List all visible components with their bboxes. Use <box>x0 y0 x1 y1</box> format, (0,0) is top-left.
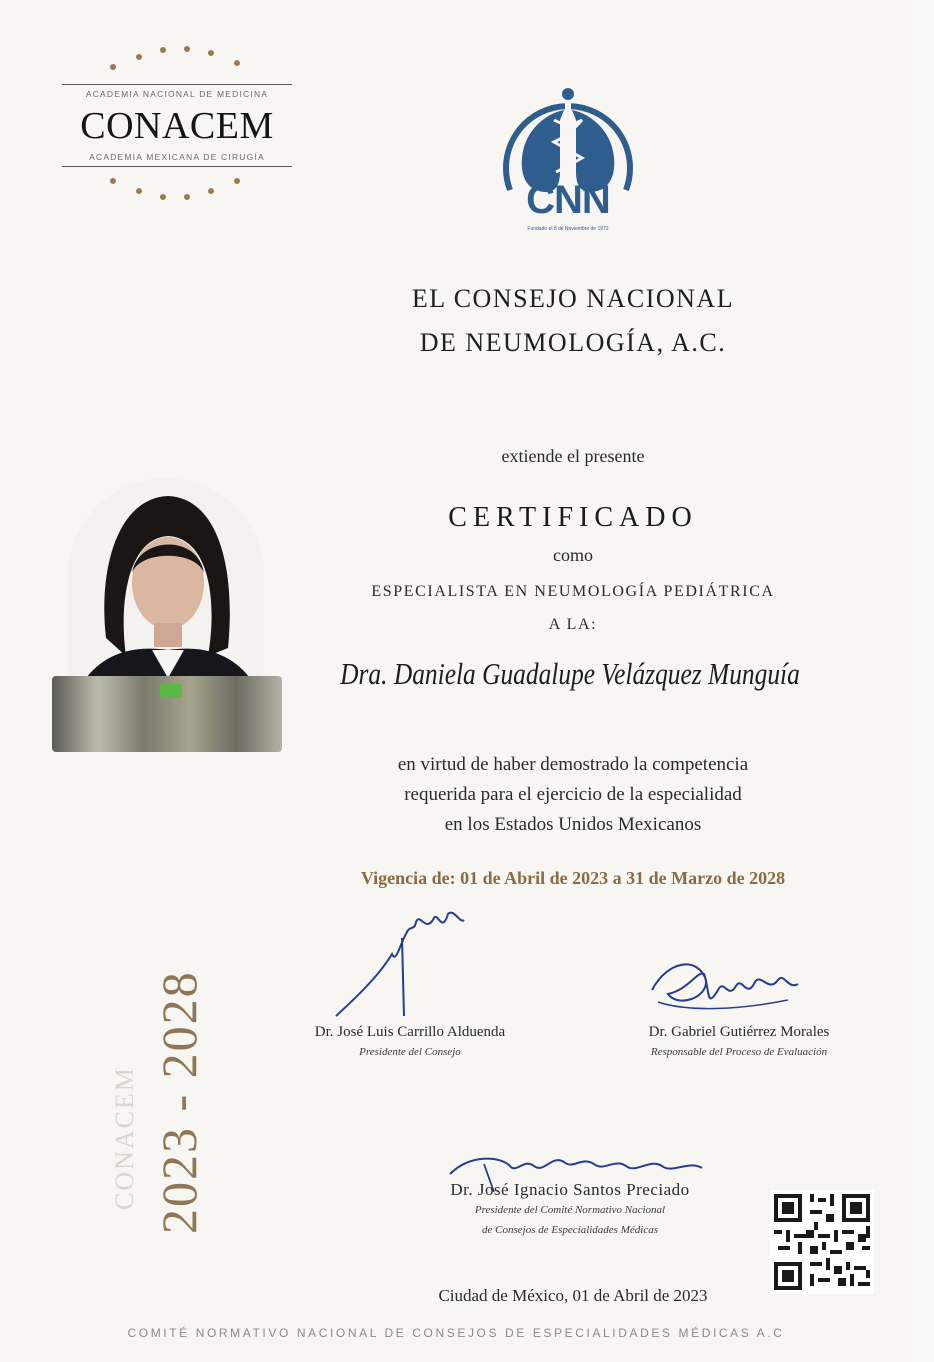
recipient-name: Dra. Daniela Guadalupe Velázquez Munguía <box>340 656 800 691</box>
logo-dot <box>208 50 214 56</box>
signature-left <box>330 904 470 1024</box>
conacem-top-text: ACADEMIA NACIONAL DE MEDICINA <box>85 89 269 99</box>
como-text: como <box>553 545 593 565</box>
signature-bottom-role-2: de Consejos de Especialidades Médicas <box>482 1224 658 1236</box>
hologram-seal <box>52 676 282 752</box>
certificado-title: CERTIFICADO <box>448 502 698 533</box>
signature-bottom-role-1: Presidente del Comité Normativo Nacional <box>474 1204 666 1216</box>
conacem-name: CONACEM <box>80 105 274 147</box>
logo-dot <box>184 46 190 52</box>
signature-left-name: Dr. José Luis Carrillo Alduenda <box>314 1024 506 1040</box>
page-edge <box>912 0 934 1362</box>
logo-rule <box>62 84 292 85</box>
hologram-green-mark <box>160 684 182 698</box>
place-date: Ciudad de México, 01 de Abril de 2023 <box>438 1286 708 1305</box>
logo-dot <box>110 178 116 184</box>
cnn-founded: Fundado el 8 de Noviembre de 1972 <box>527 226 609 232</box>
heading-line-2: DE NEUMOLOGÍA, A.C. <box>419 328 727 357</box>
a-la-text: A LA: <box>548 616 598 633</box>
signature-right <box>648 950 808 1030</box>
logo-dot <box>136 54 142 60</box>
body-line-3: en los Estados Unidos Mexicanos <box>444 814 702 835</box>
signature-left-role: Presidente del Consejo <box>359 1046 461 1058</box>
signature-right-role: Responsable del Proceso de Evaluación <box>650 1046 828 1058</box>
footer-text: COMITÉ NORMATIVO NACIONAL DE CONSEJOS DE ESPECIALIDADES MÉDICAS A.C <box>127 1326 785 1340</box>
heading-line-1: EL CONSEJO NACIONAL <box>411 284 735 313</box>
extiende-text: extiende el presente <box>501 446 645 466</box>
watermark-text: CONACEM <box>110 1065 139 1210</box>
logo-rule <box>62 166 292 167</box>
logo-dot <box>160 47 166 53</box>
logo-dot <box>208 188 214 194</box>
logo-dot <box>110 64 116 70</box>
conacem-bottom-text: ACADEMIA MEXICANA DE CIRUGÍA <box>89 152 265 162</box>
vigencia-text: Vigencia de: 01 de Abril de 2023 a 31 de Marzo de 2028 <box>360 868 786 888</box>
logo-dot <box>234 178 240 184</box>
qr-code[interactable] <box>770 1190 874 1294</box>
years-vertical: 2023 - 2028 <box>151 970 207 1234</box>
body-line-1: en virtud de haber demostrado la competencia <box>397 754 749 775</box>
signature-right-name: Dr. Gabriel Gutiérrez Morales <box>648 1024 830 1040</box>
cnn-logo <box>494 80 642 240</box>
logo-dot <box>184 194 190 200</box>
signature-bottom-name: Dr. José Ignacio Santos Preciado <box>450 1180 690 1199</box>
especialidad-text: ESPECIALISTA EN NEUMOLOGÍA PEDIÁTRICA <box>371 583 775 600</box>
logo-dot <box>234 60 240 66</box>
body-line-2: requerida para el ejercicio de la especialidad <box>404 784 742 805</box>
logo-dot <box>136 188 142 194</box>
logo-dot <box>160 194 166 200</box>
cnn-letters: CNN <box>526 178 610 222</box>
